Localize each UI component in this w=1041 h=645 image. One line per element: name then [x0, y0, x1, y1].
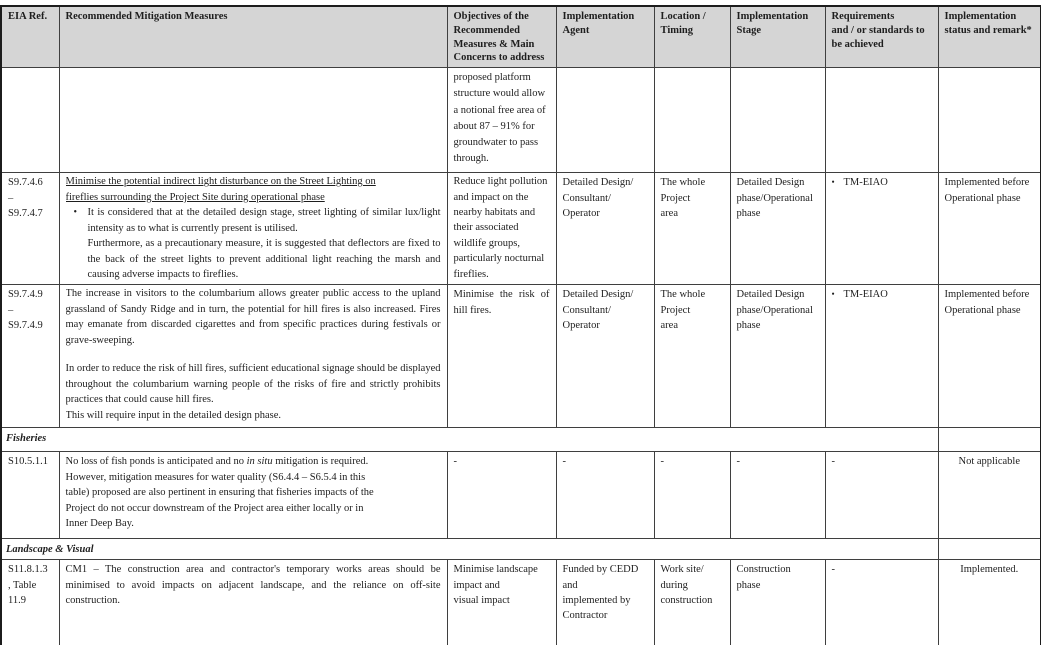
- carryover-ref-cell: [1, 68, 59, 173]
- r4-in-situ-italic: in situ: [246, 456, 273, 468]
- r2-bullet-item: [66, 205, 441, 236]
- r5-ref-cell: S11.8.1.3 , Table 11.9: [1, 560, 59, 645]
- r5-mitigation-cell: CM1 – The construction area and contractor's temporary works areas should be minimised to avoid impacts on adjacent landscape, and the reliance on off-site construction.: [59, 560, 447, 645]
- r2-stage-cell: Detailed Design phase/Operational phase: [730, 173, 825, 285]
- r3-status-cell: Implemented before Operational phase: [938, 285, 1041, 428]
- bullet-icon: •: [831, 177, 835, 188]
- bullet-icon: •: [831, 289, 835, 300]
- r4-mitigation-cell: [59, 452, 447, 539]
- r3-objectives-cell: Minimise the risk of hill fires.: [447, 285, 556, 428]
- r2-mitigation-heading: Minimise the potential indirect light disturbance on the Street Lighting on fireflies surrounding the Project Site during operational phase: [65, 176, 376, 203]
- r3-mitigation-para3: This will require input in the detailed design phase.: [65, 409, 281, 421]
- row-carryover: [1, 68, 1041, 173]
- header-implementation-stage: Implementation Stage: [730, 6, 825, 68]
- r3-stage-cell: Detailed Design phase/Operational phase: [730, 285, 825, 428]
- row-s11813: [1, 560, 1041, 645]
- r5-objectives-cell: Minimise landscape impact and visual impact: [447, 560, 556, 645]
- carryover-objectives-cell: proposed platform structure would allow a notional free area of about 87 – 91% for groundwater to pass through.: [447, 68, 556, 173]
- r4-location-cell: -: [654, 452, 730, 539]
- fisheries-status-cell: [938, 428, 1041, 452]
- header-location-timing: Location / Timing: [654, 6, 730, 68]
- header-implementation-status: Implementation status and remark*: [938, 6, 1041, 68]
- r2-status-cell: Implemented before Operational phase: [938, 173, 1041, 285]
- r3-requirements-cell: [825, 285, 938, 428]
- carryover-requirements-cell: [825, 68, 938, 173]
- r2-mitigation-cell: [59, 173, 447, 285]
- r5-status-cell: Implemented.: [938, 560, 1041, 645]
- r5-location-cell: Work site/ during construction: [654, 560, 730, 645]
- r3-location-cell: The whole Project area: [654, 285, 730, 428]
- r4-stage-cell: -: [730, 452, 825, 539]
- section-row-fisheries: [1, 428, 1041, 452]
- r4-ref-cell: S10.5.1.1: [1, 452, 59, 539]
- r4-requirements-cell: -: [825, 452, 938, 539]
- r4-objectives-cell: -: [447, 452, 556, 539]
- r3-ref-cell: S9.7.4.9 – S9.7.4.9: [1, 285, 59, 428]
- section-row-landscape-visual: [1, 539, 1041, 560]
- section-title-landscape-visual: Landscape & Visual: [1, 539, 938, 560]
- r2-bullet-text: It is considered that at the detailed design stage, street lighting of similar lux/light intensity as to what is currently present is utilised.: [87, 207, 441, 234]
- header-implementation-agent: Implementation Agent: [556, 6, 654, 68]
- header-requirements: Requirements and / or standards to be achieved: [825, 6, 938, 68]
- r2-location-cell: The whole Project area: [654, 173, 730, 285]
- r2-requirements-cell: [825, 173, 938, 285]
- r4-agent-cell: -: [556, 452, 654, 539]
- r2-mitigation-continuation: Furthermore, as a precautionary measure, it is suggested that deflectors are fixed to the back of the street lights to prevent additional light reaching the marsh and causing adverse impacts to fireflies.: [87, 238, 441, 281]
- header-objectives: Objectives of the Recommended Measures & Main Concerns to address: [447, 6, 556, 68]
- header-mitigation-measures: Recommended Mitigation Measures: [59, 6, 447, 68]
- table-header-row: [1, 6, 1041, 68]
- mitigation-measures-table: [0, 5, 1041, 645]
- r5-stage-cell: Construction phase: [730, 560, 825, 645]
- section-title-fisheries: Fisheries: [1, 428, 938, 452]
- r2-ref-cell: S9.7.4.6 – S9.7.4.7: [1, 173, 59, 285]
- r2-agent-cell: Detailed Design/ Consultant/ Operator: [556, 173, 654, 285]
- row-s9746: [1, 173, 1041, 285]
- r2-objectives-cell: Reduce light pollution and impact on the nearby habitats and their associated wildlife groups, particularly nocturnal fireflies.: [447, 173, 556, 285]
- carryover-status-cell: [938, 68, 1041, 173]
- carryover-mitigation-cell: [59, 68, 447, 173]
- r4-mitigation-line1: No loss of fish ponds is anticipated and no in situ mitigation is required.: [65, 456, 369, 468]
- r3-mitigation-cell: [59, 285, 447, 428]
- r4-mitigation-rest: However, mitigation measures for water quality (S6.4.4 – S6.5.4 in this table) proposed are also pertinent in ensuring that fisheries impacts of the Project do not occur downstream of the Project area either locally or in Inner Deep Bay.: [65, 471, 374, 530]
- r2-requirement-text: TM-EIAO: [843, 177, 888, 189]
- r4-status-cell: Not applicable: [938, 452, 1041, 539]
- r3-mitigation-para2: In order to reduce the risk of hill fires, sufficient educational signage should be displayed throughout the columbarium warning people of the risks of fire and strictly prohibits practices that could cause hill fires.: [65, 363, 441, 406]
- r3-mitigation-para1: The increase in visitors to the columbarium allows greater public access to the upland grassland of Sandy Ridge and in turn, the potential for hill fires is also increased. Fires may emanate from discarded cigarettes and from specific practices during festivals or grave-sweeping.: [65, 288, 441, 346]
- landscape-status-cell: [938, 539, 1041, 560]
- r3-requirement-text: TM-EIAO: [843, 289, 888, 301]
- bullet-icon: •: [73, 207, 78, 219]
- header-eia-ref: EIA Ref.: [1, 6, 59, 68]
- carryover-location-cell: [654, 68, 730, 173]
- r3-agent-cell: Detailed Design/ Consultant/ Operator: [556, 285, 654, 428]
- row-s9749: [1, 285, 1041, 428]
- carryover-stage-cell: [730, 68, 825, 173]
- carryover-agent-cell: [556, 68, 654, 173]
- r5-agent-cell: Funded by CEDD and implemented by Contractor: [556, 560, 654, 645]
- row-s10511: [1, 452, 1041, 539]
- r5-requirements-cell: -: [825, 560, 938, 645]
